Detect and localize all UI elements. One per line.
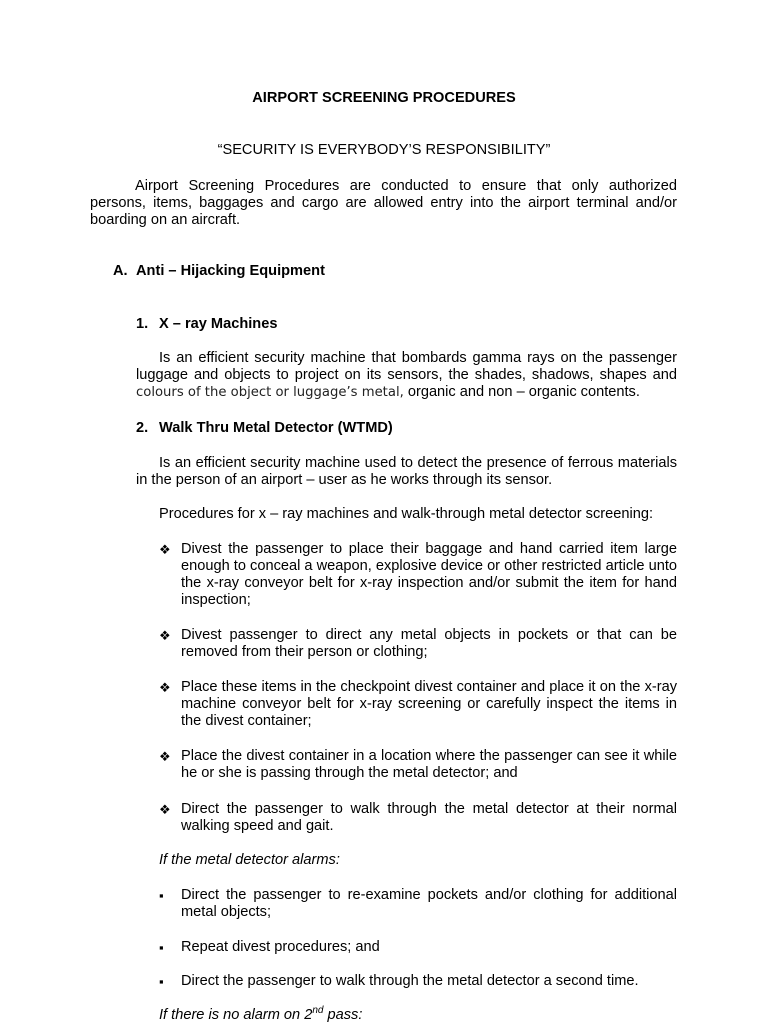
item2-paragraph: Is an efficient security machine used to detect the presence of ferrous materials in the person of an airport – user as he works through its sensor. <box>136 455 677 488</box>
procedure-item <box>159 748 677 782</box>
page-title: AIRPORT SCREENING PROCEDURES <box>252 90 516 106</box>
alarm-step <box>159 973 677 990</box>
procedure-item <box>159 541 677 609</box>
square-bullet-icon: ▪ <box>159 974 164 989</box>
diamond-bullet-icon: ❖ <box>159 680 171 695</box>
alarm-step-text: Direct the passenger to walk through the metal detector a second time. <box>181 973 639 989</box>
procedure-item <box>159 679 677 730</box>
no-alarm-before: If there is no alarm on 2 <box>159 1007 313 1023</box>
procedures-intro: Procedures for x – ray machines and walk-through metal detector screening: <box>159 506 653 522</box>
item1-paragraph <box>136 350 677 401</box>
item1-text-part3: organic and non – organic contents. <box>403 384 640 400</box>
no-alarm-heading <box>159 1007 362 1024</box>
item2-heading <box>136 420 393 437</box>
square-bullet-icon: ▪ <box>159 888 164 903</box>
item1-heading <box>136 316 277 333</box>
alarm-step-text: Repeat divest procedures; and <box>181 939 380 955</box>
item1-text-part2: colours of the object or luggage’s metal, <box>136 385 404 400</box>
item2-label: 2. <box>136 420 149 436</box>
diamond-bullet-icon: ❖ <box>159 749 171 764</box>
item1-title: X – ray Machines <box>159 316 278 332</box>
section-a-label: A. <box>113 263 128 279</box>
procedure-item <box>159 627 677 661</box>
section-a-heading <box>113 263 325 280</box>
diamond-bullet-icon: ❖ <box>159 802 171 817</box>
section-a-title: Anti – Hijacking Equipment <box>136 263 325 279</box>
no-alarm-sup: nd <box>312 1005 324 1017</box>
procedure-text: Divest passenger to direct any metal objects in pockets or that can be removed from their person or clothing; <box>181 627 677 660</box>
item2-title: Walk Thru Metal Detector (WTMD) <box>159 420 393 436</box>
procedure-text: Place these items in the checkpoint divest container and place it on the x-ray machine conveyor belt for x-ray screening or carefully inspect the items in the divest container; <box>181 679 677 729</box>
diamond-bullet-icon: ❖ <box>159 542 171 557</box>
alarm-step <box>159 939 677 956</box>
alarm-step <box>159 887 677 921</box>
procedure-item <box>159 801 677 835</box>
no-alarm-after: pass: <box>323 1007 363 1023</box>
square-bullet-icon: ▪ <box>159 940 164 955</box>
motto: “SECURITY IS EVERYBODY’S RESPONSIBILITY” <box>217 142 551 158</box>
diamond-bullet-icon: ❖ <box>159 628 171 643</box>
alarm-heading: If the metal detector alarms: <box>159 852 340 868</box>
procedure-text: Direct the passenger to walk through the metal detector at their normal walking speed and gait. <box>181 801 677 834</box>
item1-text-part1: Is an efficient security machine that bombards gamma rays on the passenger luggage and objects to project on its sensors, the shades, shadows, shapes and <box>136 350 677 383</box>
alarm-step-text: Direct the passenger to re-examine pockets and/or clothing for additional metal objects; <box>181 887 677 920</box>
item1-label: 1. <box>136 316 149 332</box>
procedure-text: Place the divest container in a location where the passenger can see it while he or she is passing through the metal detector; and <box>181 748 677 781</box>
procedure-text: Divest the passenger to place their baggage and hand carried item large enough to conceal a weapon, explosive device or other restricted article unto the x-ray conveyor belt for x-ray inspection and/or submit the item for hand inspection; <box>181 541 677 608</box>
intro-paragraph: Airport Screening Procedures are conducted to ensure that only authorized persons, items, baggages and cargo are allowed entry into the airport terminal and/or boarding on an aircraft. <box>90 178 677 228</box>
